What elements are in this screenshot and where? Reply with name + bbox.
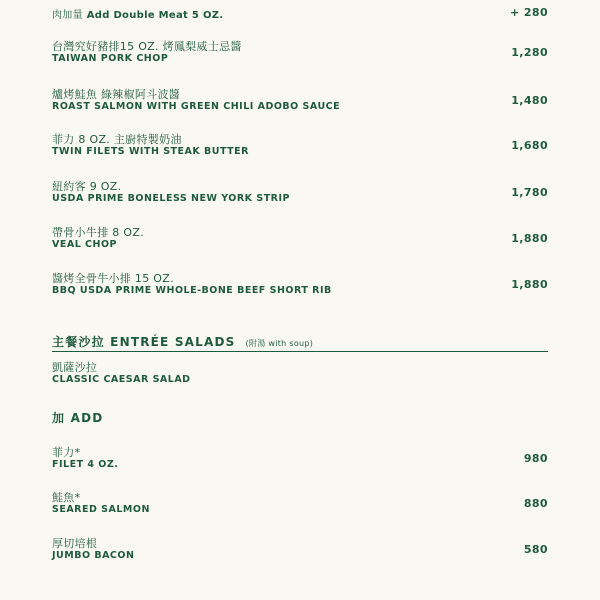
section-heading-add (52, 409, 548, 426)
menu-item-en: VEAL CHOP (52, 239, 118, 250)
section-divider (52, 351, 548, 352)
menu-item-jumbo-bacon (52, 537, 548, 562)
menu-item-zh: 帶骨小牛排 8 OZ. (52, 226, 144, 239)
menu-item-price: 1,880 (511, 232, 548, 245)
menu-item-price: 580 (523, 543, 548, 556)
menu-item-zh: 爐烤鮭魚 綠辣椒阿斗波醬 (52, 88, 181, 101)
menu-item-price: 880 (523, 497, 548, 510)
menu-item-zh: 台灣究好豬排15 OZ. 烤鳳梨威士忌醬 (52, 40, 242, 53)
menu-item-zh: 凱薩沙拉 (52, 361, 98, 374)
menu-item-price: + 280 (509, 6, 548, 19)
menu-item-price: 980 (523, 452, 548, 465)
menu-item-zh: 肉加量 (52, 10, 83, 21)
section-note: (附湯 with soup) (245, 339, 314, 348)
menu-item-price: 1,280 (511, 46, 548, 59)
menu-item-en: SEARED SALMON (52, 504, 150, 515)
menu-item-zh: 菲力 8 OZ. 主廚特製奶油 (52, 133, 182, 146)
section-heading-entree-salads (52, 333, 548, 350)
menu-item-filet-4oz (52, 446, 548, 471)
section-title: 主餐沙拉 ENTRÉE SALADS (52, 335, 236, 349)
menu-item-en: ROAST SALMON WITH GREEN CHILI ADOBO SAUCE (52, 101, 341, 112)
menu-item-price: 1,880 (511, 278, 548, 291)
menu-item-zh: 紐約客 9 OZ. (52, 180, 122, 193)
menu-item-twin-filets (52, 133, 548, 158)
menu-item-en: FILET 4 OZ. (52, 459, 119, 470)
menu-item-price: 1,480 (511, 94, 548, 107)
menu-item-en: TAIWAN PORK CHOP (52, 53, 169, 64)
menu-item-en: Add Double Meat 5 OZ. (86, 10, 224, 21)
menu-item-en: JUMBO BACON (52, 550, 135, 561)
section-title: 加 ADD (52, 411, 104, 425)
menu-item-zh: 鮭魚* (52, 491, 81, 504)
menu-item-short-rib (52, 272, 548, 297)
menu-item-veal-chop (52, 226, 548, 251)
menu-item-en: TWIN FILETS WITH STEAK BUTTER (52, 146, 249, 157)
menu-item-new-york-strip (52, 180, 548, 205)
menu-item-caesar-salad (52, 361, 548, 386)
menu-item-en: BBQ USDA PRIME WHOLE-BONE BEEF SHORT RIB (52, 285, 332, 296)
menu-item-roast-salmon (52, 88, 548, 113)
menu-item-zh: 厚切培根 (52, 537, 98, 550)
menu-item-zh: 菲力* (52, 446, 81, 459)
menu-item-seared-salmon (52, 491, 548, 516)
menu-item-en: CLASSIC CAESAR SALAD (52, 374, 191, 385)
menu-item-zh: 醬烤全骨牛小排 15 OZ. (52, 272, 174, 285)
menu-item-pork-chop (52, 40, 548, 65)
menu-item-price: 1,780 (511, 186, 548, 199)
menu-item-en: USDA PRIME BONELESS NEW YORK STRIP (52, 193, 290, 204)
menu-item-price: 1,680 (511, 139, 548, 152)
menu-item-double-meat (52, 6, 548, 21)
